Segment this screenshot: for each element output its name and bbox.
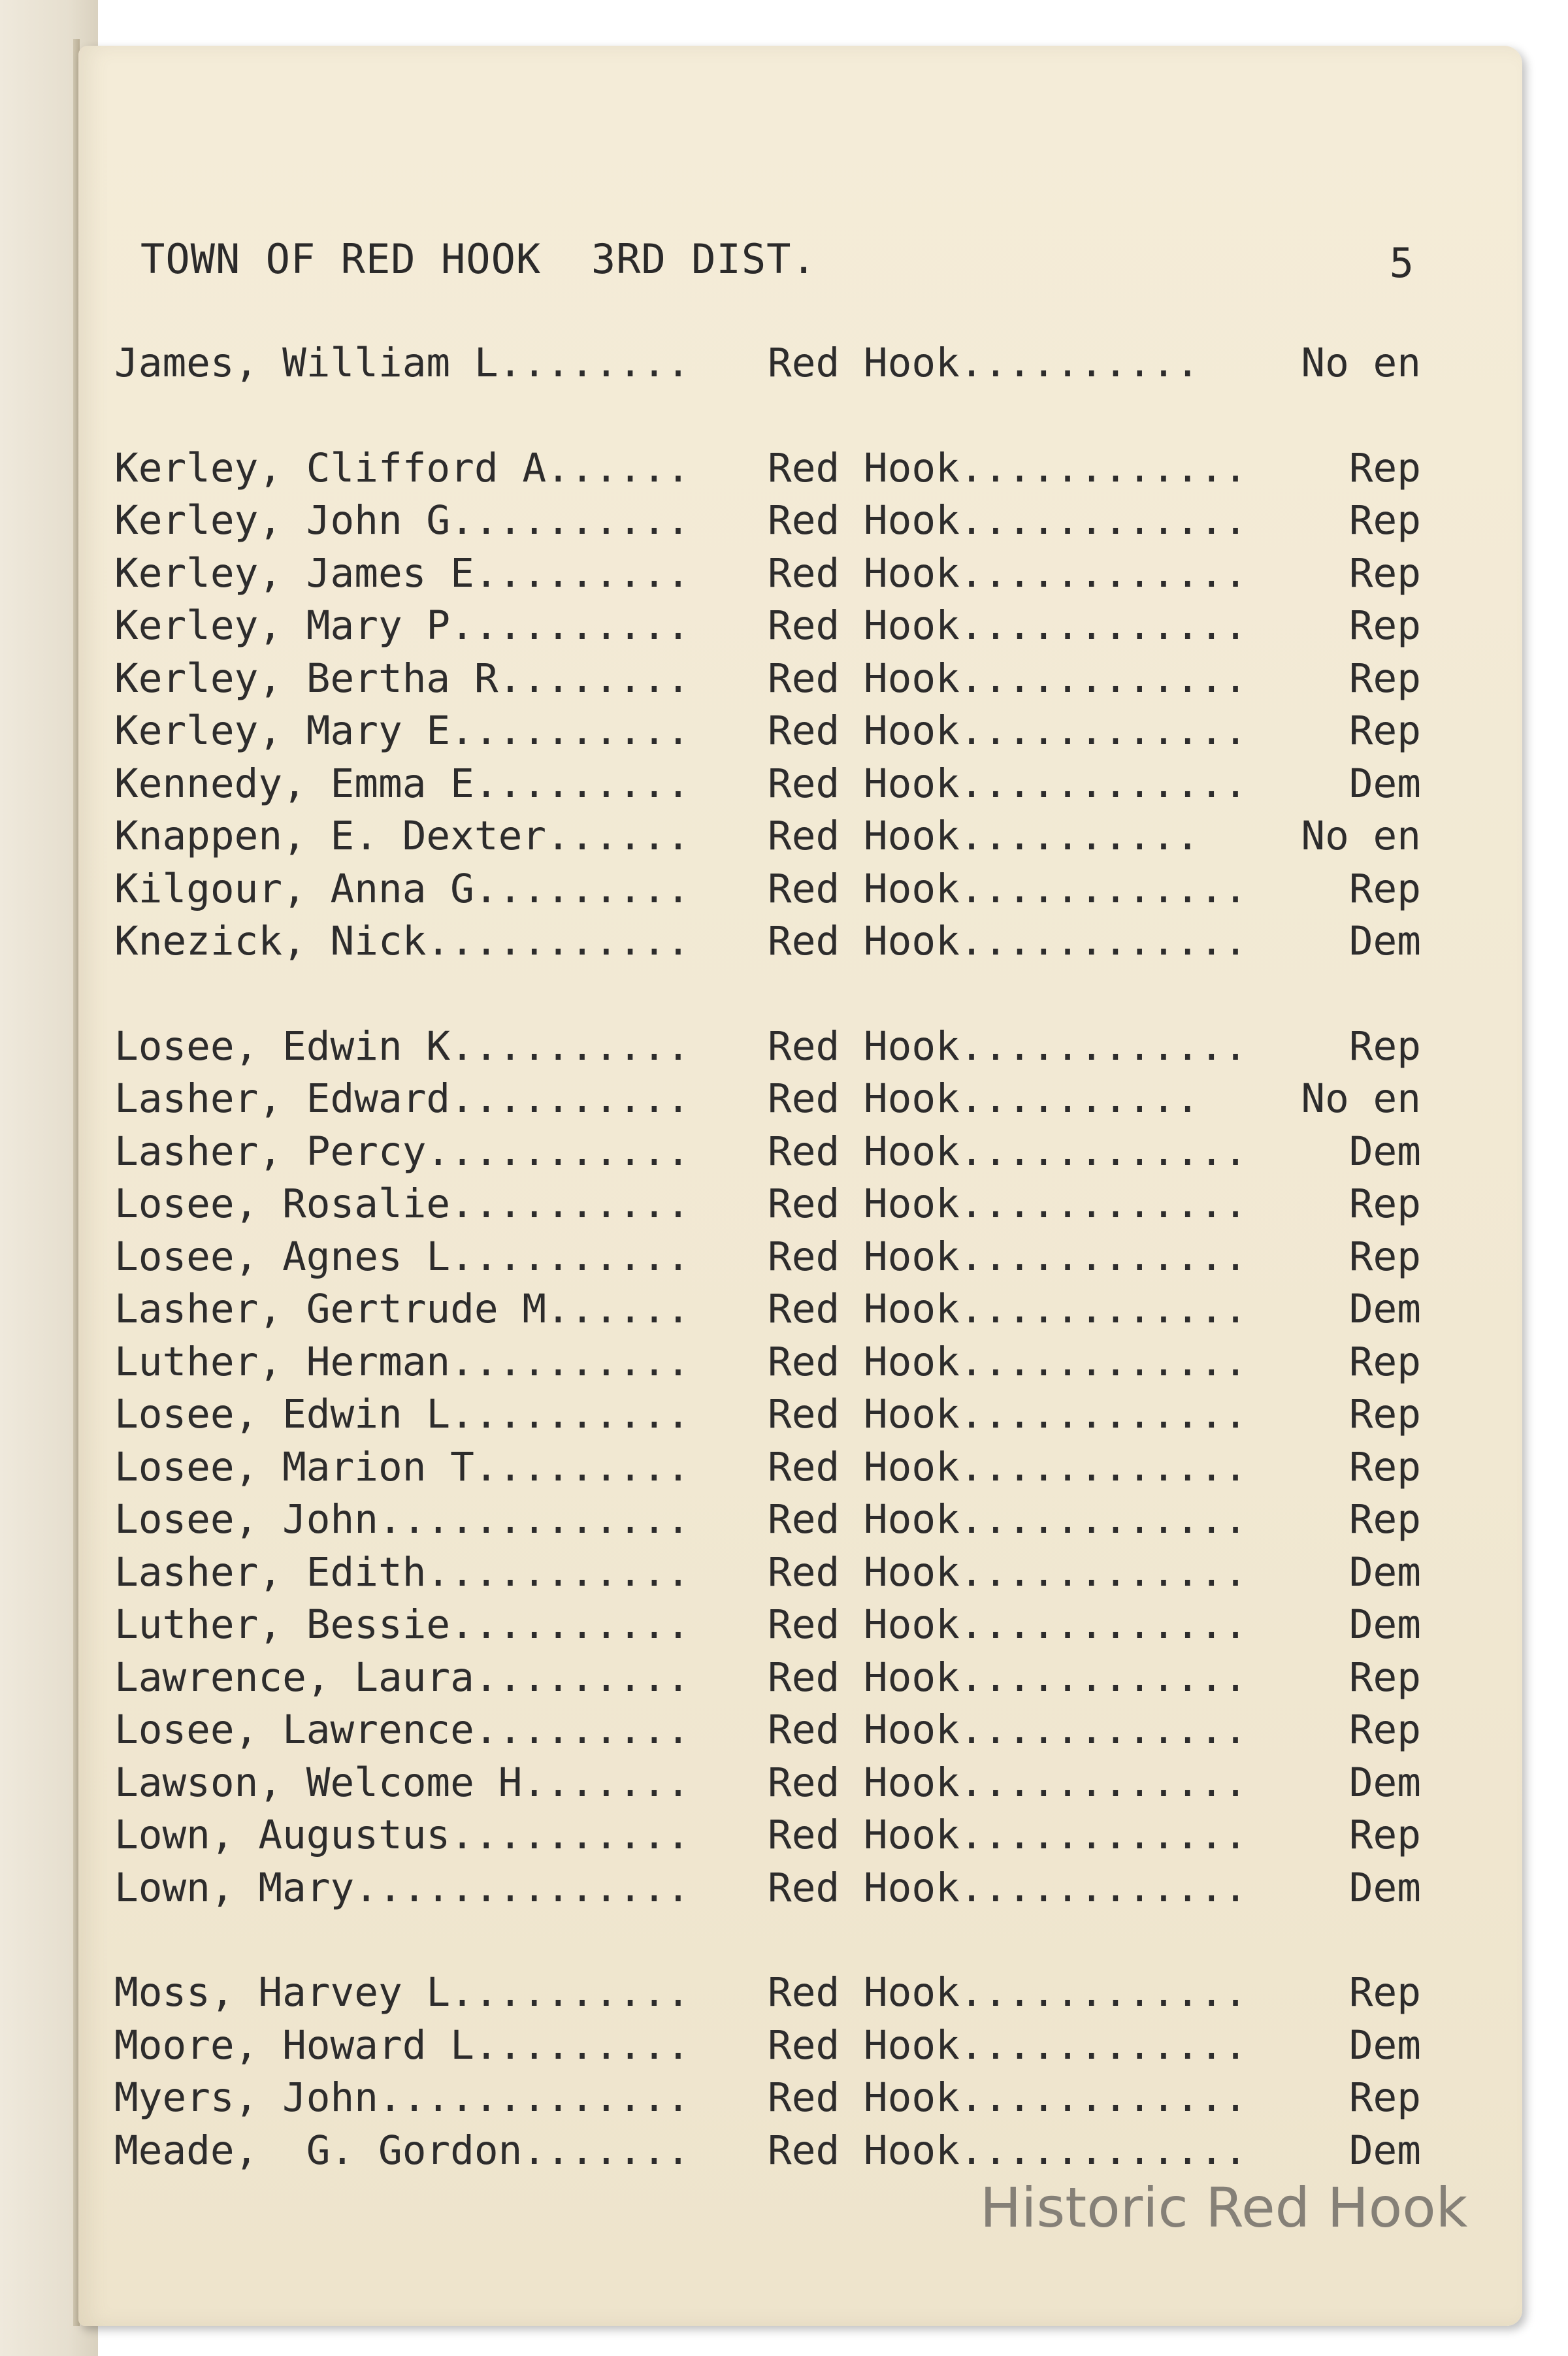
voter-party: Rep [1348,1023,1421,1070]
voter-entry [114,1075,1421,1128]
voter-entry [114,1759,1421,1812]
voter-party: Dem [1348,918,1421,964]
voter-entry [114,1654,1421,1707]
voter-entry [114,918,1421,971]
voter-party: No en [1301,1075,1421,1122]
voter-residence: Red Hook............ [768,918,1248,964]
voter-entry [114,1339,1421,1392]
voter-entry [114,2074,1421,2127]
voter-entry [114,445,1421,498]
voter-name: Lawrence, Laura......... [114,1654,691,1701]
voter-residence: Red Hook............ [768,2127,1248,2174]
voter-name: Kerley, Mary P.......... [114,602,691,649]
voter-residence: Red Hook............ [768,2021,1248,2069]
voter-party: Rep [1348,1391,1421,1437]
voter-party: No en [1301,813,1421,859]
voter-name: Lown, Augustus.......... [114,1812,691,1858]
voter-residence: Red Hook............ [768,1812,1248,1858]
voter-residence: Red Hook............ [768,1864,1248,1911]
voter-entry [114,708,1421,761]
voter-entry [114,1286,1421,1339]
voter-name: Lasher, Percy........... [114,1128,691,1175]
voter-residence: Red Hook............ [768,1391,1248,1437]
voter-name: Kerley, Mary E.......... [114,708,691,754]
voter-entry [114,1181,1421,1234]
voter-entry [114,2127,1421,2180]
voter-party: Rep [1348,1181,1421,1227]
voter-residence: Red Hook............ [768,1023,1248,1070]
page-header [140,235,1414,294]
voter-name: Moore, Howard L......... [114,2021,691,2069]
voter-party: Rep [1348,1233,1421,1280]
voter-name: Meade, G. Gordon....... [114,2127,691,2174]
voter-residence: Red Hook.......... [768,340,1200,386]
voter-party: No en [1301,340,1421,386]
voter-party: Rep [1348,549,1421,597]
voter-entry [114,1549,1421,1602]
voter-name: Losee, Agnes L.......... [114,1233,691,1280]
page-title: TOWN OF RED HOOK 3RD DIST. [140,235,817,283]
voter-name: Moss, Harvey L.......... [114,1969,691,2016]
voter-entry [114,813,1421,866]
voter-residence: Red Hook............ [768,1654,1248,1701]
voter-list [114,340,1421,2180]
voter-entry [114,1969,1421,2022]
voter-party: Dem [1348,1601,1421,1648]
voter-name: Lawson, Welcome H....... [114,1759,691,1806]
voter-residence: Red Hook.......... [768,1075,1200,1122]
voter-name: James, William L........ [114,340,691,386]
voter-party: Rep [1348,497,1421,544]
voter-party: Dem [1348,1864,1421,1911]
voter-residence: Red Hook............ [768,549,1248,597]
voter-party: Rep [1348,1707,1421,1753]
voter-residence: Red Hook............ [768,1338,1248,1385]
voter-entry [114,655,1421,708]
voter-entry [114,1023,1421,1076]
voter-name: Kilgour, Anna G......... [114,865,691,912]
voter-residence: Red Hook............ [768,708,1248,754]
voter-entry [114,761,1421,813]
watermark: Historic Red Hook [980,2176,1468,2240]
voter-residence: Red Hook............ [768,865,1248,912]
voter-name: Knappen, E. Dexter...... [114,813,691,859]
voter-party: Rep [1348,1812,1421,1858]
voter-party: Dem [1348,2021,1421,2069]
voter-party: Rep [1348,1496,1421,1543]
voter-residence: Red Hook............ [768,2074,1248,2121]
voter-name: Losee, Edwin L.......... [114,1391,691,1437]
voter-residence: Red Hook............ [768,1233,1248,1280]
voter-residence: Red Hook............ [768,1707,1248,1753]
voter-residence: Red Hook............ [768,602,1248,649]
voter-residence: Red Hook.......... [768,813,1200,859]
voter-residence: Red Hook............ [768,1128,1248,1175]
group-separator [114,393,1421,445]
voter-party: Rep [1348,865,1421,912]
voter-party: Dem [1348,760,1421,807]
voter-name: Luther, Bessie.......... [114,1601,691,1648]
voter-party: Dem [1348,1548,1421,1595]
voter-party: Rep [1348,1969,1421,2016]
voter-entry [114,1707,1421,1759]
voter-party: Rep [1348,1654,1421,1701]
voter-entry [114,1128,1421,1181]
voter-party: Dem [1348,1128,1421,1175]
voter-residence: Red Hook............ [768,1548,1248,1595]
voter-residence: Red Hook............ [768,1759,1248,1806]
voter-residence: Red Hook............ [768,444,1248,491]
voter-party: Dem [1348,1286,1421,1332]
voter-party: Rep [1348,2074,1421,2121]
voter-name: Losee, Rosalie.......... [114,1181,691,1227]
voter-residence: Red Hook............ [768,1443,1248,1490]
voter-entry [114,1234,1421,1286]
voter-residence: Red Hook............ [768,1969,1248,2016]
voter-party: Rep [1348,602,1421,649]
voter-entry [114,866,1421,919]
voter-party: Rep [1348,708,1421,754]
voter-entry [114,550,1421,603]
voter-party: Rep [1348,1443,1421,1490]
voter-entry [114,1391,1421,1444]
voter-name: Lasher, Edith........... [114,1548,691,1595]
voter-name: Luther, Herman.......... [114,1338,691,1385]
voter-residence: Red Hook............ [768,497,1248,544]
voter-party: Rep [1348,1338,1421,1385]
voter-residence: Red Hook............ [768,1496,1248,1543]
voter-residence: Red Hook............ [768,1181,1248,1227]
voter-entry [114,340,1421,393]
voter-name: Kerley, Clifford A...... [114,444,691,491]
voter-party: Rep [1348,655,1421,702]
voter-name: Lasher, Edward.......... [114,1075,691,1122]
voter-name: Losee, John............. [114,1496,691,1543]
voter-entry [114,602,1421,655]
voter-name: Losee, Lawrence......... [114,1707,691,1753]
group-separator [114,971,1421,1023]
voter-party: Rep [1348,444,1421,491]
voter-residence: Red Hook............ [768,1286,1248,1332]
page-number: 5 [1389,239,1414,287]
voter-entry [114,1444,1421,1497]
voter-entry [114,1496,1421,1549]
voter-entry [114,1812,1421,1865]
voter-entry [114,1601,1421,1654]
voter-name: Kerley, Bertha R........ [114,655,691,702]
voter-residence: Red Hook............ [768,760,1248,807]
group-separator [114,1917,1421,1969]
voter-entry [114,2022,1421,2075]
voter-party: Dem [1348,2127,1421,2174]
voter-name: Myers, John............. [114,2074,691,2121]
voter-name: Kerley, John G.......... [114,497,691,544]
voter-party: Dem [1348,1759,1421,1806]
voter-name: Kennedy, Emma E......... [114,760,691,807]
voter-entry [114,497,1421,550]
voter-name: Knezick, Nick........... [114,918,691,964]
voter-name: Losee, Edwin K.......... [114,1023,691,1070]
voter-name: Losee, Marion T......... [114,1443,691,1490]
voter-entry [114,1865,1421,1918]
voter-residence: Red Hook............ [768,1601,1248,1648]
voter-residence: Red Hook............ [768,655,1248,702]
voter-name: Kerley, James E......... [114,549,691,597]
voter-name: Lasher, Gertrude M...... [114,1286,691,1332]
voter-name: Lown, Mary.............. [114,1864,691,1911]
